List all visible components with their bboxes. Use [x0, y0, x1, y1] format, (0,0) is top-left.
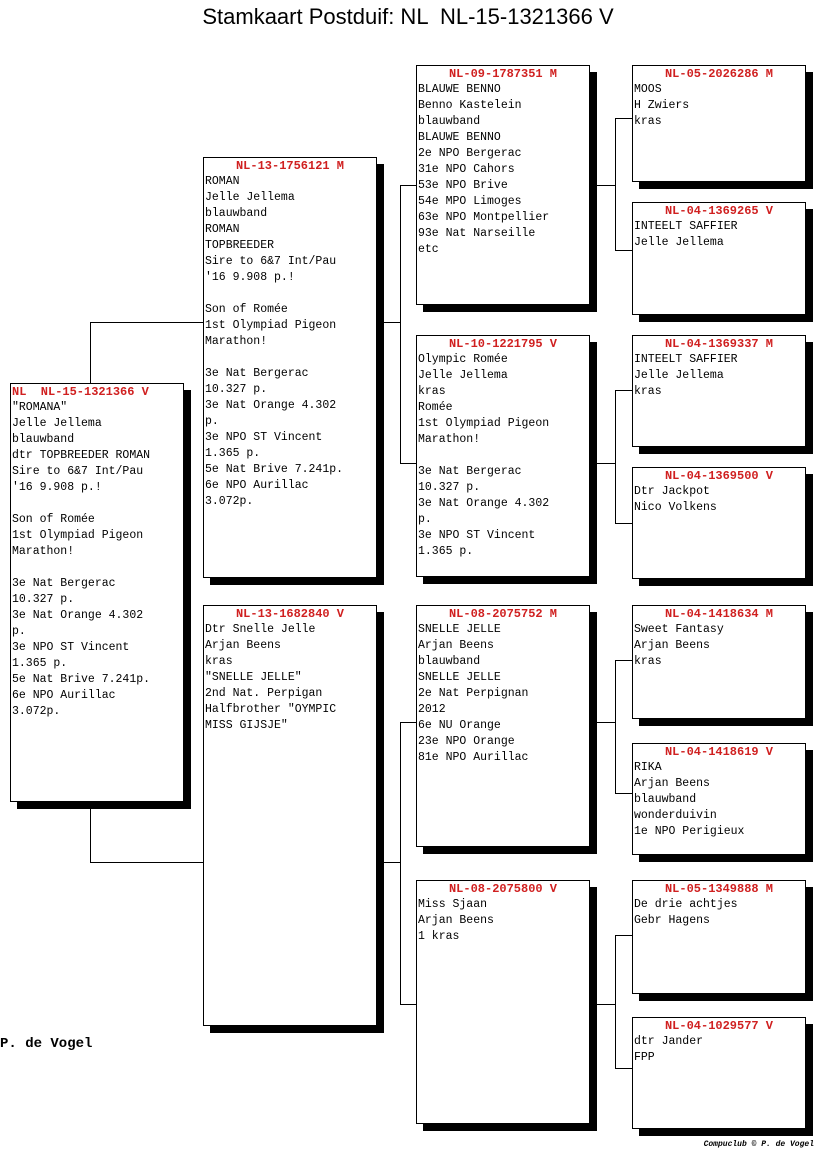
connector-line — [615, 935, 616, 1069]
pigeon-details — [633, 760, 805, 840]
detail-line: Son of Romée — [205, 303, 288, 316]
connector-line — [615, 1068, 633, 1069]
detail-line: Miss Sjaan — [418, 898, 488, 911]
pigeon-details — [633, 219, 805, 251]
detail-line: kras — [418, 385, 446, 398]
detail-line: 1st Olympiad Pigeon — [12, 529, 144, 542]
ring-number: NL-04-1418634 M — [664, 607, 774, 621]
connector-line — [400, 722, 401, 1005]
detail-line: Arjan Beens — [634, 777, 710, 790]
pigeon-details — [11, 400, 183, 720]
detail-line: wonderduivin — [634, 809, 717, 822]
detail-line: INTEELT SAFFIER — [634, 353, 738, 366]
detail-line: TOPBREEDER — [205, 239, 275, 252]
pedigree-card-ggp — [632, 743, 806, 855]
detail-line: 10.327 p. — [12, 593, 75, 606]
detail-line: MOOS — [634, 83, 662, 96]
detail-line: Arjan Beens — [634, 639, 710, 652]
pedigree-card-dam-sire — [416, 605, 590, 847]
detail-line: 54e MPO Limoges — [418, 195, 522, 208]
connector-line — [90, 322, 91, 384]
pigeon-details — [417, 82, 589, 258]
ring-number: NL-05-1349888 M — [664, 882, 774, 896]
ring-number: NL NL-15-1321366 V — [12, 385, 149, 399]
pedigree-card-subject — [10, 383, 184, 802]
connector-line — [597, 1004, 616, 1005]
detail-line: 6e NPO Aurillac — [205, 479, 309, 492]
detail-line: 1 kras — [418, 930, 460, 943]
detail-line: dtr Jander — [634, 1035, 704, 1048]
ring-number: NL-08-2075752 M — [448, 607, 558, 621]
ring-number: NL-04-1369265 V — [664, 204, 774, 218]
pedigree-card-ggp — [632, 335, 806, 447]
detail-line: ROMAN — [205, 175, 240, 188]
breeder-name: P. de Vogel — [0, 1036, 93, 1052]
detail-line: 3.072p. — [205, 495, 254, 508]
detail-line: 3.072p. — [12, 705, 61, 718]
ring-number: NL-08-2075800 V — [448, 882, 558, 896]
pedigree-card-dam-dam — [416, 880, 590, 1124]
detail-line: 1e NPO Perigieux — [634, 825, 745, 838]
connector-line — [90, 862, 204, 863]
connector-line — [400, 1004, 417, 1005]
detail-line: SNELLE JELLE — [418, 671, 501, 684]
detail-line: Halfbrother "OYMPIC — [205, 703, 337, 716]
ring-number: NL-13-1682840 V — [235, 607, 345, 621]
detail-line: 2012 — [418, 703, 446, 716]
detail-line: Dtr Jackpot — [634, 485, 710, 498]
detail-line: Arjan Beens — [418, 914, 494, 927]
connector-line — [615, 390, 633, 391]
detail-line: 3e Nat Bergerac — [205, 367, 309, 380]
detail-line: 63e NPO Montpellier — [418, 211, 550, 224]
pedigree-card-dam — [203, 605, 377, 1026]
detail-line: INTEELT SAFFIER — [634, 220, 738, 233]
detail-line: Son of Romée — [12, 513, 95, 526]
connector-line — [615, 660, 616, 794]
detail-line: De drie achtjes — [634, 898, 738, 911]
pigeon-details — [633, 897, 805, 929]
detail-line: Dtr Snelle Jelle — [205, 623, 316, 636]
detail-line: RIKA — [634, 761, 662, 774]
detail-line: Sweet Fantasy — [634, 623, 724, 636]
detail-line: '16 9.908 p.! — [205, 271, 295, 284]
pigeon-details — [204, 174, 376, 510]
ring-number: NL-04-1369500 V — [664, 469, 774, 483]
detail-line: 10.327 p. — [205, 383, 268, 396]
pedigree-card-ggp — [632, 202, 806, 315]
detail-line: Olympic Romée — [418, 353, 508, 366]
detail-line: p. — [205, 415, 219, 428]
detail-line: 53e NPO Brive — [418, 179, 508, 192]
pedigree-card-ggp — [632, 65, 806, 182]
connector-line — [400, 463, 417, 464]
connector-line — [400, 185, 401, 464]
ring-number: NL-05-2026286 M — [664, 67, 774, 81]
connector-line — [615, 935, 633, 936]
detail-line: 3e NPO ST Vincent — [418, 529, 536, 542]
detail-line: Jelle Jellema — [205, 191, 295, 204]
detail-line: blauwband — [634, 793, 697, 806]
detail-line: Gebr Hagens — [634, 914, 710, 927]
ring-number: NL-10-1221795 V — [448, 337, 558, 351]
pedigree-card-ggp — [632, 1017, 806, 1129]
detail-line: Jelle Jellema — [634, 369, 724, 382]
detail-line: 23e NPO Orange — [418, 735, 515, 748]
connector-line — [384, 322, 401, 323]
ring-number: NL-13-1756121 M — [235, 159, 345, 173]
ring-number: NL-04-1418619 V — [664, 745, 774, 759]
detail-line: SNELLE JELLE — [418, 623, 501, 636]
detail-line: 1.365 p. — [12, 657, 68, 670]
detail-line: p. — [12, 625, 26, 638]
detail-line: "SNELLE JELLE" — [205, 671, 302, 684]
detail-line: Jelle Jellema — [12, 417, 102, 430]
detail-line: 93e Nat Narseille — [418, 227, 536, 240]
connector-line — [615, 660, 633, 661]
pigeon-details — [633, 1034, 805, 1066]
detail-line: 1.365 p. — [418, 545, 474, 558]
detail-line: Sire to 6&7 Int/Pau — [205, 255, 337, 268]
detail-line: 5e Nat Brive 7.241p. — [205, 463, 344, 476]
connector-line — [615, 523, 633, 524]
ring-number: NL-04-1369337 M — [664, 337, 774, 351]
detail-line: 3e Nat Orange 4.302 — [12, 609, 144, 622]
detail-line: Jelle Jellema — [634, 236, 724, 249]
detail-line: "ROMANA" — [12, 401, 68, 414]
pigeon-details — [417, 352, 589, 560]
detail-line: 10.327 p. — [418, 481, 481, 494]
detail-line: ROMAN — [205, 223, 240, 236]
detail-line: 3e NPO ST Vincent — [12, 641, 130, 654]
connector-line — [90, 808, 91, 863]
detail-line: blauwband — [418, 655, 481, 668]
detail-line: 3e Nat Bergerac — [12, 577, 116, 590]
copyright-footer: Compuclub © P. de Vogel — [703, 1140, 814, 1149]
detail-line: '16 9.908 p.! — [12, 481, 102, 494]
detail-line: BLAUWE BENNO — [418, 83, 501, 96]
pigeon-details — [417, 622, 589, 766]
detail-line: 31e NPO Cahors — [418, 163, 515, 176]
detail-line: Arjan Beens — [418, 639, 494, 652]
pigeon-details — [633, 484, 805, 516]
detail-line: FPP — [634, 1051, 655, 1064]
pedigree-card-ggp — [632, 880, 806, 994]
detail-line: 3e Nat Orange 4.302 — [418, 497, 550, 510]
pigeon-details — [633, 352, 805, 400]
detail-line: blauwband — [205, 207, 268, 220]
detail-line: Jelle Jellema — [418, 369, 508, 382]
detail-line — [12, 560, 183, 576]
page-title: Stamkaart Postduif: NL NL-15-1321366 V — [202, 4, 614, 29]
pedigree-card-sire-dam — [416, 335, 590, 577]
detail-line: 81e NPO Aurillac — [418, 751, 529, 764]
detail-line: blauwband — [418, 115, 481, 128]
detail-line: 1.365 p. — [205, 447, 261, 460]
detail-line: etc — [418, 243, 439, 256]
pigeon-details — [417, 897, 589, 945]
detail-line — [205, 350, 376, 366]
detail-line: MISS GIJSJE" — [205, 719, 288, 732]
connector-line — [400, 185, 417, 186]
detail-line — [418, 448, 589, 464]
detail-line: 2e Nat Perpignan — [418, 687, 529, 700]
detail-line: 2nd Nat. Perpigan — [205, 687, 323, 700]
detail-line: 1st Olympiad Pigeon — [418, 417, 550, 430]
detail-line: 6e NU Orange — [418, 719, 501, 732]
detail-line: p. — [418, 513, 432, 526]
pedigree-card-ggp — [632, 605, 806, 719]
pigeon-details — [633, 82, 805, 130]
pigeon-details — [633, 622, 805, 670]
detail-line: dtr TOPBREEDER ROMAN — [12, 449, 151, 462]
detail-line: Sire to 6&7 Int/Pau — [12, 465, 144, 478]
detail-line: Marathon! — [418, 433, 481, 446]
connector-line — [384, 862, 401, 863]
connector-line — [615, 390, 616, 524]
detail-line: Arjan Beens — [205, 639, 281, 652]
pedigree-card-sire — [203, 157, 377, 578]
detail-line — [12, 496, 183, 512]
detail-line: Benno Kastelein — [418, 99, 522, 112]
detail-line: 3e Nat Orange 4.302 — [205, 399, 337, 412]
connector-line — [615, 250, 633, 251]
detail-line: Marathon! — [12, 545, 75, 558]
pigeon-details — [204, 622, 376, 734]
detail-line — [205, 286, 376, 302]
detail-line: BLAUWE BENNO — [418, 131, 501, 144]
ring-number: NL-04-1029577 V — [664, 1019, 774, 1033]
detail-line: 2e NPO Bergerac — [418, 147, 522, 160]
connector-line — [597, 722, 616, 723]
connector-line — [90, 322, 204, 323]
detail-line: kras — [634, 655, 662, 668]
detail-line: 5e Nat Brive 7.241p. — [12, 673, 151, 686]
detail-line: kras — [634, 115, 662, 128]
detail-line: Romée — [418, 401, 453, 414]
detail-line: kras — [634, 385, 662, 398]
detail-line: 3e NPO ST Vincent — [205, 431, 323, 444]
detail-line: Nico Volkens — [634, 501, 717, 514]
pedigree-card-sire-sire — [416, 65, 590, 305]
detail-line: 1st Olympiad Pigeon — [205, 319, 337, 332]
connector-line — [597, 463, 616, 464]
connector-line — [615, 118, 633, 119]
detail-line: H Zwiers — [634, 99, 690, 112]
pedigree-card-ggp — [632, 467, 806, 579]
connector-line — [597, 185, 616, 186]
ring-number: NL-09-1787351 M — [448, 67, 558, 81]
detail-line: blauwband — [12, 433, 75, 446]
connector-line — [615, 793, 633, 794]
detail-line: kras — [205, 655, 233, 668]
detail-line: 3e Nat Bergerac — [418, 465, 522, 478]
detail-line: 6e NPO Aurillac — [12, 689, 116, 702]
detail-line: Marathon! — [205, 335, 268, 348]
connector-line — [400, 722, 417, 723]
